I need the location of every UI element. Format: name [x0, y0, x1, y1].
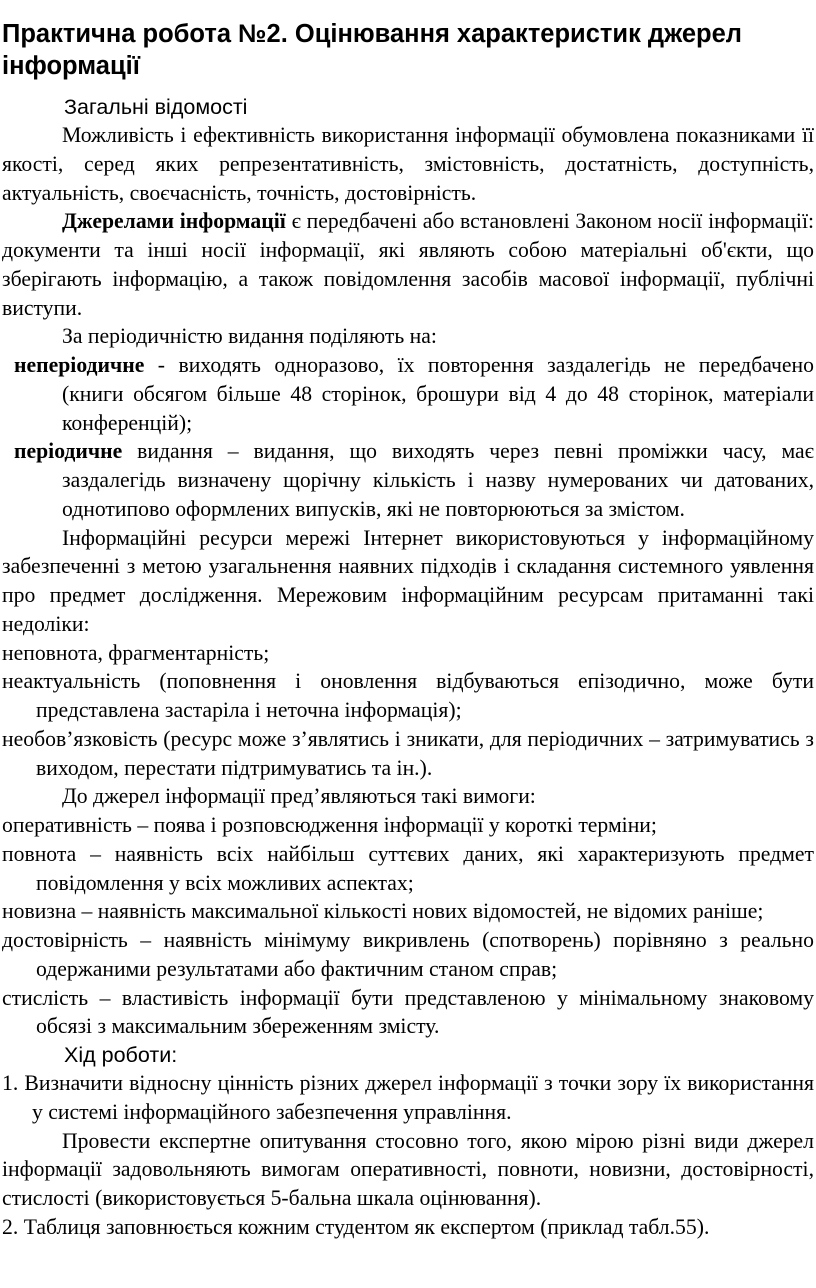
list-item-periodic: [2, 437, 814, 523]
procedure-heading-colon: :: [171, 1043, 178, 1067]
term-nonperiodic: неперіодичне: [14, 353, 145, 377]
requirement-item: достовірність – наявність мінімуму викривлень (спотворень) порівняно з реально одержаними результатами або фактичним станом справ;: [2, 928, 814, 981]
periodic-definition: видання – видання, що виходять через певні проміжки часу, має заздалегідь визначену щорічну кількість і назву нумерованих чи датованих, однотипово оформлених випусків, які не повторюються за змістом.: [62, 439, 814, 521]
term-sources: Джерелами інформації: [62, 209, 286, 234]
requirements-intro: До джерел інформації пред’являються такі вимоги:: [62, 784, 536, 809]
requirement-item: новизна – наявність максимальної кількості нових відомостей, не відомих раніше;: [2, 899, 764, 924]
drawback-item: неактуальність (поповнення і оновлення відбуваються епізодично, може бути представлена застаріла і неточна інформація);: [2, 669, 814, 722]
paragraph-internet: Інформаційні ресурси мережі Інтернет використовуються у інформаційному забезпеченні з метою узагальнення наявних підходів і складання системного уявлення про предмет дослідження. Мережовим інформаційним ресурсам притаманні такі недоліки:: [2, 525, 814, 636]
periodicity-intro: За періодичністю видання поділяють на:: [62, 324, 437, 349]
drawback-item: неповнота, фрагментарність;: [2, 640, 270, 665]
paragraph-quality: Можливість і ефективність використання інформації обумовлена показниками її якості, серед яких репрезентативність, змістовність, достатність, доступність, актуальність, своєчасність, точність, достовірність.: [2, 123, 814, 205]
requirement-item: оперативність – поява і розповсюдження інформації у короткі терміни;: [2, 813, 657, 837]
list-item-nonperiodic: [2, 351, 814, 437]
document-body: [2, 93, 814, 1242]
requirement-item: повнота – наявність всіх найбільш суттєвих даних, які характеризують предмет повідомлення у всіх можливих аспектах;: [2, 841, 814, 895]
nonperiodic-definition: - виходять одноразово, їх повторення заздалегідь не передбачено (книги обсягом більше 48 сторінок, брошури від 4 до 48 сторінок, матеріали конференцій);: [62, 353, 814, 435]
page-title: Практична робота №2. Оцінювання характеристик джерел інформації: [2, 20, 742, 80]
term-periodic: періодичне: [14, 439, 123, 464]
section-heading-procedure: [2, 1041, 814, 1069]
step-2: 2. Таблиця заповнюється кожним студентом як експертом (приклад табл.55).: [2, 1214, 710, 1239]
sources-definition: є передбачені або встановлені Законом носії інформації: документи та інші носії інформації, які являють собою матеріальні об'єкти, що зберігають інформацію, а також повідомлення засобів масової інформації, публічні виступи.: [2, 209, 814, 320]
step-1: 1. Визначити відносну цінність різних джерел інформації з точки зору їх використання у системі інформаційного забезпечення управління.: [2, 1071, 814, 1124]
step-1-paragraph: Провести експертне опитування стосовно того, якою мірою різні види джерел інформації задовольняють вимогам оперативності, повноти, новизни, достовірності, стислості (використовується 5-бальна шкала оцінювання).: [2, 1128, 814, 1210]
drawback-item: необов’язковість (ресурс може з’являтись і зникати, для періодичних – затримуватись з виходом, перестати підтримуватись та ін.).: [2, 726, 814, 780]
requirement-item: стислість – властивість інформації бути представленою у мінімальному знаковому обсязі з максимальним збереженням змісту.: [2, 985, 814, 1039]
section-heading-general: Загальні відомості: [64, 95, 248, 119]
procedure-heading-text: Хід роботи: [64, 1043, 172, 1067]
paragraph-sources: [2, 207, 814, 322]
